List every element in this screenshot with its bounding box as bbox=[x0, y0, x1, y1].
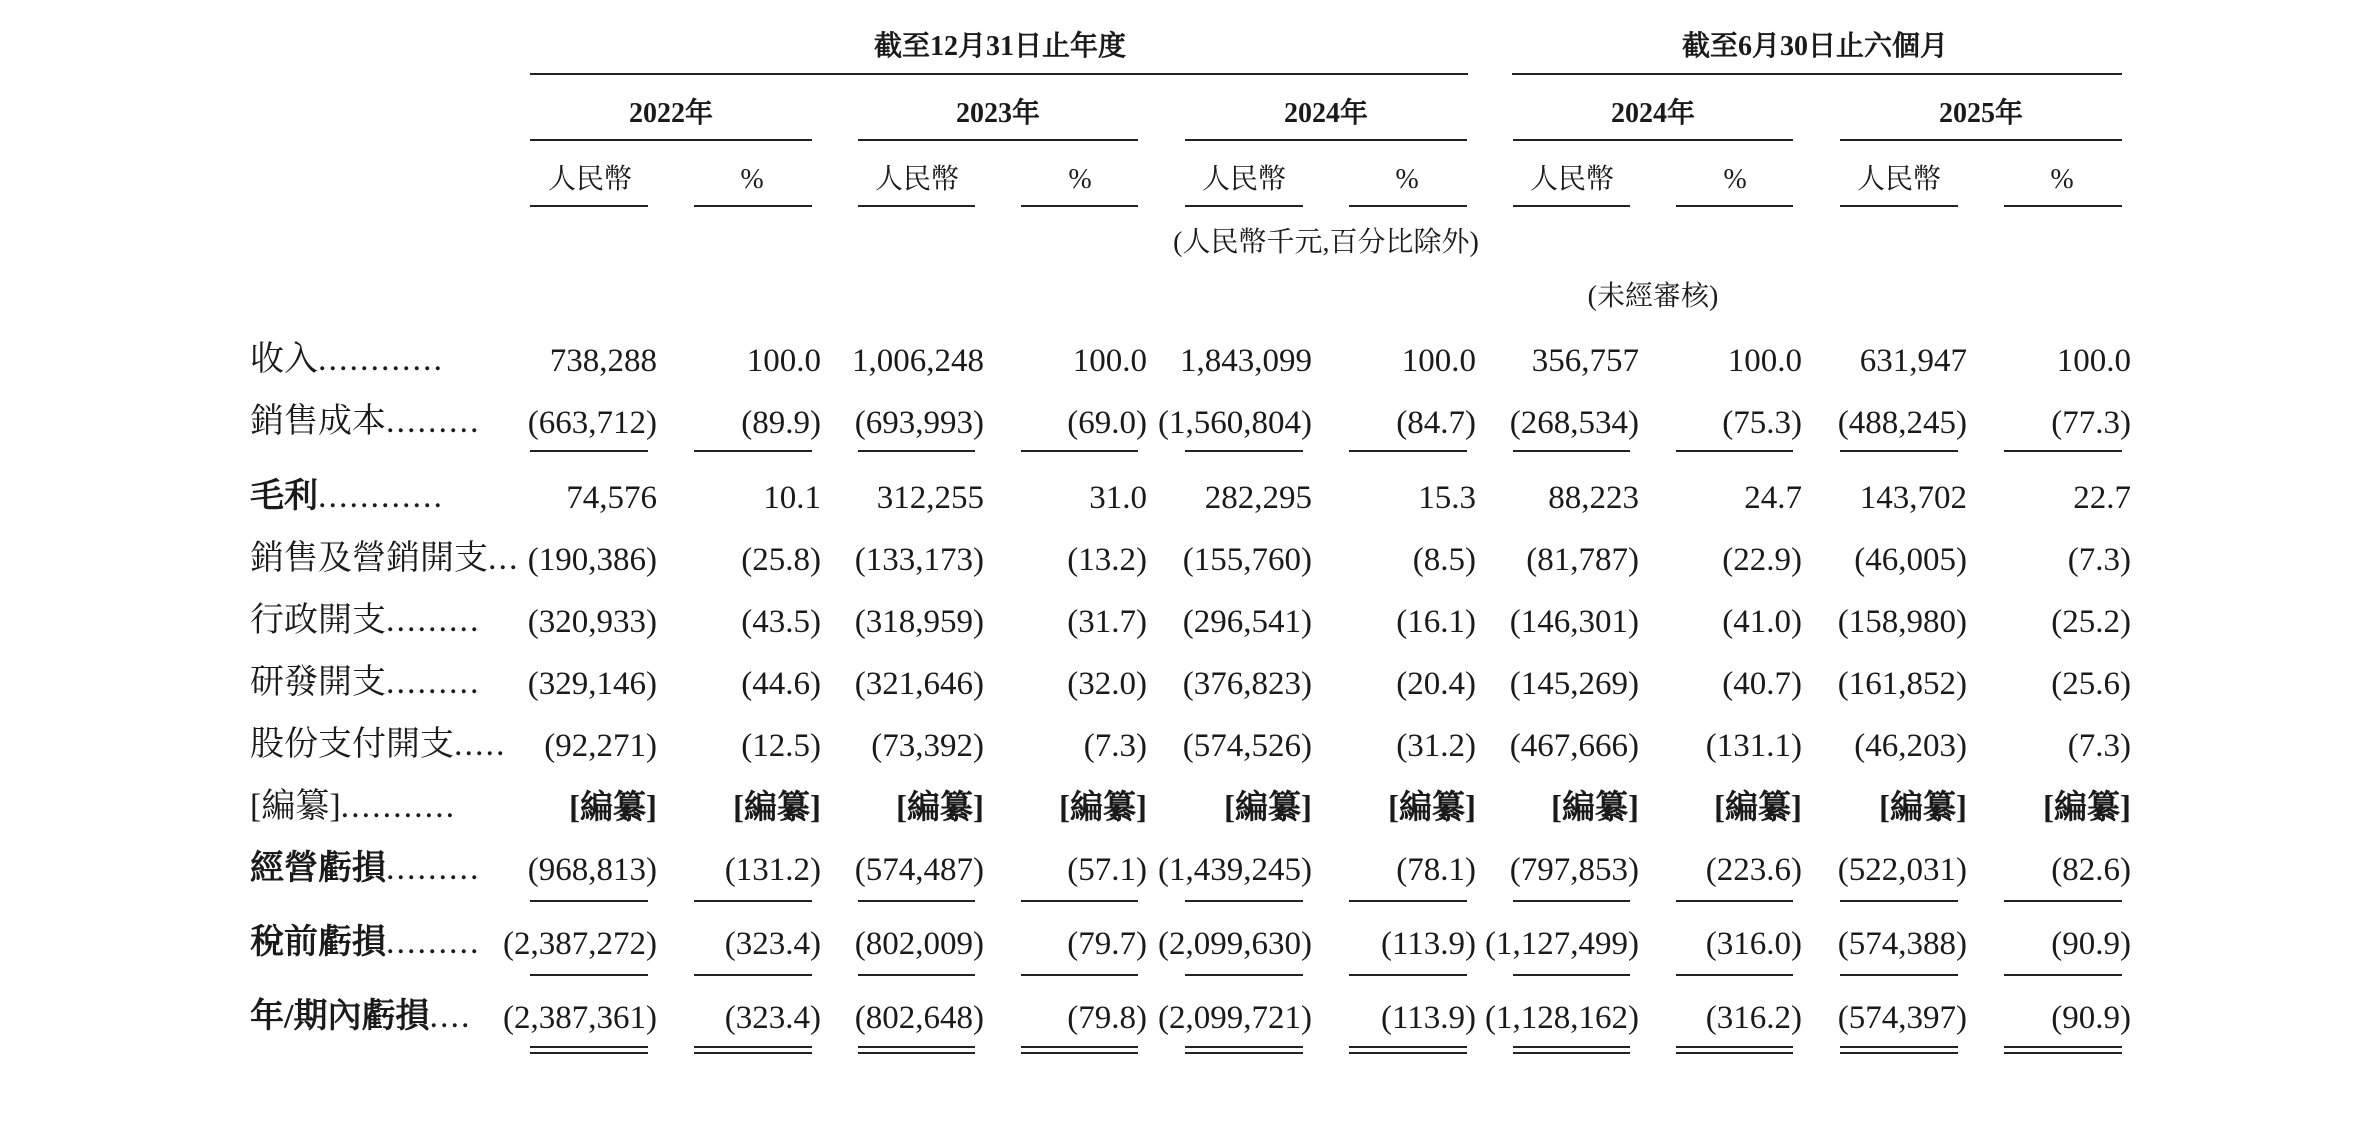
year-header-2022: 2022年 bbox=[628, 98, 714, 129]
pct-value-cell: (113.9) bbox=[1380, 1000, 1476, 1036]
pct-value-cell: (69.0) bbox=[1067, 405, 1147, 441]
pct-value-cell: (57.1) bbox=[1067, 852, 1147, 888]
rmb-value-cell: (574,397) bbox=[1837, 1000, 1967, 1036]
subtotal-rule bbox=[1021, 1046, 1138, 1048]
year-rule bbox=[1185, 139, 1467, 141]
rmb-value-cell: [編纂] bbox=[569, 790, 657, 826]
interim-period-header: 截至6月30日止六個月 bbox=[1681, 31, 1949, 62]
pct-value-cell: 100.0 bbox=[1727, 343, 1802, 379]
row-label bbox=[250, 852, 481, 886]
row-leader-dots: ..... bbox=[454, 726, 507, 763]
subtotal-rule bbox=[1676, 1046, 1793, 1048]
rmb-value-cell: (81,787) bbox=[1526, 542, 1639, 578]
rmb-value-cell: (376,823) bbox=[1182, 666, 1312, 702]
row-label bbox=[250, 728, 507, 762]
subtotal-rule bbox=[1513, 900, 1630, 902]
rmb-value-cell: (46,203) bbox=[1854, 728, 1967, 764]
rmb-value-cell: [編纂] bbox=[1551, 790, 1639, 826]
pct-value-cell: (40.7) bbox=[1722, 666, 1802, 702]
subtotal-rule bbox=[858, 1046, 975, 1048]
row-label-text: [編纂] bbox=[250, 788, 341, 825]
subtotal-rule bbox=[2004, 974, 2122, 976]
rmb-value-cell: (158,980) bbox=[1837, 604, 1967, 640]
rmb-value-cell: 738,288 bbox=[549, 343, 657, 379]
pct-value-cell: (7.3) bbox=[1083, 728, 1147, 764]
pct-value-cell: (84.7) bbox=[1396, 405, 1476, 441]
row-label bbox=[250, 542, 520, 576]
pct-col-header: % bbox=[740, 164, 764, 195]
subtotal-rule bbox=[1021, 974, 1138, 976]
pct-value-cell: (79.7) bbox=[1067, 926, 1147, 962]
pct-value-cell: 100.0 bbox=[2056, 343, 2131, 379]
pct-value-cell: (75.3) bbox=[1722, 405, 1802, 441]
rmb-value-cell: (133,173) bbox=[854, 542, 984, 578]
subtotal-rule bbox=[1349, 900, 1467, 902]
rmb-value-cell: (318,959) bbox=[854, 604, 984, 640]
rmb-value-cell: (268,534) bbox=[1509, 405, 1639, 441]
subtotal-rule bbox=[1185, 450, 1303, 452]
rmb-value-cell: (161,852) bbox=[1837, 666, 1967, 702]
rmb-value-cell: 143,702 bbox=[1859, 480, 1967, 516]
rmb-value-cell: (693,993) bbox=[854, 405, 984, 441]
total-double-rule bbox=[530, 1052, 648, 1054]
rmb-value-cell: (320,933) bbox=[527, 604, 657, 640]
pct-value-cell: 100.0 bbox=[1401, 343, 1476, 379]
subtotal-rule bbox=[2004, 1046, 2122, 1048]
row-label-text: 收入 bbox=[250, 341, 318, 378]
total-double-rule bbox=[1185, 1052, 1303, 1054]
row-label bbox=[250, 790, 456, 824]
pct-col-header: % bbox=[1723, 164, 1747, 195]
pct-value-cell: 100.0 bbox=[1072, 343, 1147, 379]
pct-value-cell: (316.2) bbox=[1705, 1000, 1802, 1036]
rmb-value-cell: (73,392) bbox=[871, 728, 984, 764]
pct-value-cell: (31.2) bbox=[1396, 728, 1476, 764]
sub-rule bbox=[1021, 205, 1138, 207]
subtotal-rule bbox=[1349, 974, 1467, 976]
pct-col-header: % bbox=[2050, 164, 2074, 195]
subtotal-rule bbox=[1185, 974, 1303, 976]
subtotal-rule bbox=[1676, 450, 1793, 452]
row-label-text: 行政開支 bbox=[250, 602, 386, 639]
subtotal-rule bbox=[694, 450, 812, 452]
pct-col-header: % bbox=[1068, 164, 1092, 195]
pct-value-cell: (41.0) bbox=[1722, 604, 1802, 640]
rmb-value-cell: (522,031) bbox=[1837, 852, 1967, 888]
row-label-text: 經營虧損 bbox=[250, 850, 386, 887]
rmb-col-header: 人民幣 bbox=[1856, 164, 1942, 195]
row-label-text: 股份支付開支 bbox=[250, 726, 454, 763]
row-leader-dots: ............ bbox=[318, 341, 444, 378]
row-leader-dots: ......... bbox=[386, 602, 481, 639]
rmb-value-cell: (155,760) bbox=[1182, 542, 1312, 578]
pct-value-cell: [編纂] bbox=[1388, 790, 1476, 826]
subtotal-rule bbox=[1021, 900, 1138, 902]
rmb-value-cell: (46,005) bbox=[1854, 542, 1967, 578]
rmb-value-cell: (2,099,630) bbox=[1158, 926, 1312, 962]
pct-value-cell: (323.4) bbox=[724, 1000, 821, 1036]
pct-value-cell: 24.7 bbox=[1744, 480, 1802, 516]
total-double-rule bbox=[1840, 1052, 1958, 1054]
subtotal-rule bbox=[1513, 1046, 1630, 1048]
row-label-text: 銷售及營銷開支 bbox=[250, 540, 488, 577]
row-leader-dots: .... bbox=[429, 998, 472, 1035]
pct-col-header: % bbox=[1395, 164, 1419, 195]
rmb-value-cell: (1,127,499) bbox=[1485, 926, 1639, 962]
row-label bbox=[250, 1000, 471, 1034]
pct-value-cell: (78.1) bbox=[1396, 852, 1476, 888]
subtotal-rule bbox=[1513, 974, 1630, 976]
pct-value-cell: (20.4) bbox=[1396, 666, 1476, 702]
sub-rule bbox=[1349, 205, 1467, 207]
rmb-value-cell: (296,541) bbox=[1182, 604, 1312, 640]
year-rule bbox=[858, 139, 1138, 141]
annual-period-header: 截至12月31日止年度 bbox=[873, 31, 1127, 62]
rmb-value-cell: (2,387,361) bbox=[503, 1000, 657, 1036]
rmb-value-cell: (92,271) bbox=[544, 728, 657, 764]
subtotal-rule bbox=[1840, 1046, 1958, 1048]
sub-rule bbox=[2004, 205, 2122, 207]
subtotal-rule bbox=[858, 974, 975, 976]
rmb-value-cell: (321,646) bbox=[854, 666, 984, 702]
pct-value-cell: (25.2) bbox=[2051, 604, 2131, 640]
subtotal-rule bbox=[1185, 900, 1303, 902]
subtotal-rule bbox=[694, 974, 812, 976]
row-leader-dots: ......... bbox=[386, 850, 481, 887]
pct-value-cell: (44.6) bbox=[741, 666, 821, 702]
total-double-rule bbox=[1676, 1052, 1793, 1054]
total-double-rule bbox=[694, 1052, 812, 1054]
rmb-value-cell: 74,576 bbox=[566, 480, 657, 516]
subtotal-rule bbox=[694, 1046, 812, 1048]
rmb-value-cell: 88,223 bbox=[1548, 480, 1639, 516]
row-leader-dots: ........... bbox=[340, 788, 457, 825]
rmb-value-cell: (1,560,804) bbox=[1158, 405, 1312, 441]
rmb-value-cell: 631,947 bbox=[1859, 343, 1967, 379]
pct-value-cell: (8.5) bbox=[1412, 542, 1476, 578]
pct-value-cell: (32.0) bbox=[1067, 666, 1147, 702]
rmb-value-cell: [編纂] bbox=[1879, 790, 1967, 826]
subtotal-rule bbox=[2004, 900, 2122, 902]
row-label bbox=[250, 666, 481, 700]
rmb-value-cell: (797,853) bbox=[1509, 852, 1639, 888]
subtotal-rule bbox=[858, 450, 975, 452]
pct-value-cell: [編纂] bbox=[2043, 790, 2131, 826]
rmb-value-cell: (488,245) bbox=[1837, 405, 1967, 441]
year-header-2024: 2024年 bbox=[1283, 98, 1369, 129]
pct-value-cell: (323.4) bbox=[724, 926, 821, 962]
pct-value-cell: (131.1) bbox=[1705, 728, 1802, 764]
pct-value-cell: (12.5) bbox=[741, 728, 821, 764]
rmb-value-cell: [編纂] bbox=[896, 790, 984, 826]
row-label bbox=[250, 405, 481, 439]
row-label bbox=[250, 926, 481, 960]
rmb-value-cell: 1,843,099 bbox=[1180, 343, 1312, 379]
pct-value-cell: (25.8) bbox=[741, 542, 821, 578]
subtotal-rule bbox=[2004, 450, 2122, 452]
pct-value-cell: 100.0 bbox=[746, 343, 821, 379]
row-label-text: 毛利 bbox=[250, 478, 318, 515]
sub-rule bbox=[1513, 205, 1630, 207]
rmb-value-cell: (574,526) bbox=[1182, 728, 1312, 764]
rmb-value-cell: (574,487) bbox=[854, 852, 984, 888]
rmb-value-cell: (2,099,721) bbox=[1158, 1000, 1312, 1036]
sub-rule bbox=[858, 205, 975, 207]
subtotal-rule bbox=[1021, 450, 1138, 452]
pct-value-cell: (131.2) bbox=[724, 852, 821, 888]
sub-rule bbox=[694, 205, 812, 207]
rmb-value-cell: (329,146) bbox=[527, 666, 657, 702]
rmb-col-header: 人民幣 bbox=[1201, 164, 1287, 195]
pct-value-cell: (77.3) bbox=[2051, 405, 2131, 441]
sub-rule bbox=[1676, 205, 1793, 207]
row-label-text: 稅前虧損 bbox=[250, 924, 386, 961]
rmb-value-cell: 1,006,248 bbox=[852, 343, 984, 379]
row-label bbox=[250, 480, 444, 514]
pct-value-cell: (113.9) bbox=[1380, 926, 1476, 962]
subtotal-rule bbox=[530, 974, 648, 976]
subtotal-rule bbox=[1676, 900, 1793, 902]
rmb-value-cell: (802,648) bbox=[854, 1000, 984, 1036]
rmb-value-cell: (802,009) bbox=[854, 926, 984, 962]
pct-value-cell: [編纂] bbox=[1714, 790, 1802, 826]
pct-value-cell: (90.9) bbox=[2051, 926, 2131, 962]
subtotal-rule bbox=[530, 450, 648, 452]
year-rule bbox=[530, 139, 812, 141]
total-double-rule bbox=[1021, 1052, 1138, 1054]
rmb-value-cell: (1,439,245) bbox=[1158, 852, 1312, 888]
sub-rule bbox=[530, 205, 648, 207]
rmb-col-header: 人民幣 bbox=[1529, 164, 1615, 195]
pct-value-cell: [編纂] bbox=[733, 790, 821, 826]
subtotal-rule bbox=[1185, 1046, 1303, 1048]
rmb-value-cell: (574,388) bbox=[1837, 926, 1967, 962]
pct-value-cell: (31.7) bbox=[1067, 604, 1147, 640]
subtotal-rule bbox=[1840, 900, 1958, 902]
rmb-value-cell: (2,387,272) bbox=[503, 926, 657, 962]
unit-note: (人民幣千元,百分比除外) bbox=[1173, 227, 1479, 258]
rmb-value-cell: [編纂] bbox=[1224, 790, 1312, 826]
rmb-value-cell: (1,128,162) bbox=[1485, 1000, 1639, 1036]
rmb-value-cell: (146,301) bbox=[1509, 604, 1639, 640]
subtotal-rule bbox=[1840, 974, 1958, 976]
subtotal-rule bbox=[1840, 450, 1958, 452]
pct-value-cell: (223.6) bbox=[1705, 852, 1802, 888]
pct-value-cell: (22.9) bbox=[1722, 542, 1802, 578]
annual-period-rule bbox=[530, 73, 1468, 75]
pct-value-cell: (82.6) bbox=[2051, 852, 2131, 888]
row-leader-dots: ............ bbox=[318, 478, 444, 515]
subtotal-rule bbox=[1513, 450, 1630, 452]
unaudited-note: (未經審核) bbox=[1587, 281, 1719, 312]
row-label-text: 銷售成本 bbox=[250, 403, 386, 440]
rmb-col-header: 人民幣 bbox=[547, 164, 633, 195]
row-label bbox=[250, 604, 481, 638]
year-header-2023: 2023年 bbox=[955, 98, 1041, 129]
pct-value-cell: (43.5) bbox=[741, 604, 821, 640]
pct-value-cell: [編纂] bbox=[1059, 790, 1147, 826]
rmb-value-cell: 312,255 bbox=[876, 480, 984, 516]
rmb-value-cell: (968,813) bbox=[527, 852, 657, 888]
total-double-rule bbox=[2004, 1052, 2122, 1054]
pct-value-cell: (89.9) bbox=[741, 405, 821, 441]
year-header-2024-interim: 2024年 bbox=[1610, 98, 1696, 129]
total-double-rule bbox=[858, 1052, 975, 1054]
year-header-2025-interim: 2025年 bbox=[1938, 98, 2024, 129]
pct-value-cell: (16.1) bbox=[1396, 604, 1476, 640]
sub-rule bbox=[1840, 205, 1958, 207]
pct-value-cell: 31.0 bbox=[1089, 480, 1147, 516]
row-leader-dots: ... bbox=[488, 540, 520, 577]
total-double-rule bbox=[1513, 1052, 1630, 1054]
pct-value-cell: 15.3 bbox=[1418, 480, 1476, 516]
row-leader-dots: ......... bbox=[386, 664, 481, 701]
subtotal-rule bbox=[1676, 974, 1793, 976]
pct-value-cell: (79.8) bbox=[1067, 1000, 1147, 1036]
pct-value-cell: (13.2) bbox=[1067, 542, 1147, 578]
pct-value-cell: (90.9) bbox=[2051, 1000, 2131, 1036]
row-leader-dots: ......... bbox=[386, 403, 481, 440]
pct-value-cell: (7.3) bbox=[2067, 542, 2131, 578]
subtotal-rule bbox=[858, 900, 975, 902]
rmb-value-cell: (190,386) bbox=[527, 542, 657, 578]
pct-value-cell: (316.0) bbox=[1705, 926, 1802, 962]
pct-value-cell: 22.7 bbox=[2073, 480, 2131, 516]
subtotal-rule bbox=[530, 1046, 648, 1048]
rmb-value-cell: (467,666) bbox=[1509, 728, 1639, 764]
row-leader-dots: ......... bbox=[386, 924, 481, 961]
rmb-value-cell: 282,295 bbox=[1204, 480, 1312, 516]
sub-rule bbox=[1185, 205, 1303, 207]
pct-value-cell: 10.1 bbox=[763, 480, 821, 516]
subtotal-rule bbox=[530, 900, 648, 902]
total-double-rule bbox=[1349, 1052, 1467, 1054]
pct-value-cell: (7.3) bbox=[2067, 728, 2131, 764]
subtotal-rule bbox=[1349, 450, 1467, 452]
year-rule bbox=[1513, 139, 1793, 141]
rmb-value-cell: (145,269) bbox=[1509, 666, 1639, 702]
row-label-text: 年/期內虧損 bbox=[250, 998, 430, 1035]
subtotal-rule bbox=[1349, 1046, 1467, 1048]
pct-value-cell: (25.6) bbox=[2051, 666, 2131, 702]
row-label bbox=[250, 343, 444, 377]
rmb-value-cell: (663,712) bbox=[527, 405, 657, 441]
interim-period-rule bbox=[1512, 73, 2122, 75]
row-label-text: 研發開支 bbox=[250, 664, 386, 701]
rmb-value-cell: 356,757 bbox=[1531, 343, 1639, 379]
subtotal-rule bbox=[694, 900, 812, 902]
rmb-col-header: 人民幣 bbox=[874, 164, 960, 195]
year-rule bbox=[1840, 139, 2122, 141]
